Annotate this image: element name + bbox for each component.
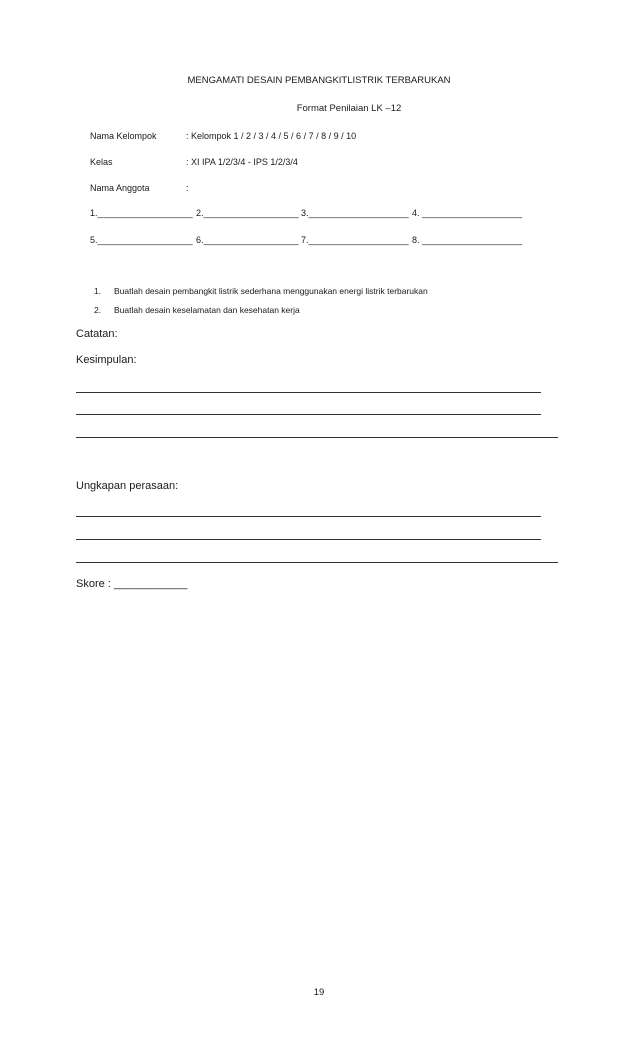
group-label: Nama Kelompok (90, 131, 157, 141)
class-label: Kelas (90, 157, 113, 167)
page-subtitle: Format Penilaian LK –12 (296, 103, 402, 114)
class-value: : XI IPA 1/2/3/4 - IPS 1/2/3/4 (186, 157, 298, 167)
member-field-4[interactable]: 4. ____________________ (412, 208, 523, 218)
conclusion-line-3[interactable] (76, 437, 558, 438)
feelings-line-1[interactable] (76, 516, 541, 517)
conclusion-label: Kesimpulan: (76, 354, 137, 366)
group-value: : Kelompok 1 / 2 / 3 / 4 / 5 / 6 / 7 / 8 / 9 / 10 (186, 131, 357, 141)
member-field-3[interactable]: 3.____________________ (301, 208, 409, 218)
instruction-item-2 (94, 305, 300, 315)
member-field-5[interactable]: 5.___________________ (90, 235, 193, 245)
page-title: MENGAMATI DESAIN PEMBANGKITLISTRIK TERBARUKAN (187, 75, 451, 86)
instruction-text: Buatlah desain keselamatan dan kesehatan kerja (114, 305, 300, 315)
score-field[interactable]: Skore : ____________ (76, 578, 188, 590)
instruction-text: Buatlah desain pembangkit listrik sederhana menggunakan energi listrik terbarukan (114, 286, 428, 296)
members-value: : (186, 183, 189, 193)
member-field-8[interactable]: 8. ____________________ (412, 235, 523, 245)
members-label: Nama Anggota (90, 183, 150, 193)
feelings-label: Ungkapan perasaan: (76, 480, 179, 492)
feelings-line-2[interactable] (76, 539, 541, 540)
member-field-6[interactable]: 6.___________________ (196, 235, 299, 245)
member-field-2[interactable]: 2.___________________ (196, 208, 299, 218)
conclusion-line-1[interactable] (76, 392, 541, 393)
instruction-number: 2. (94, 305, 102, 315)
feelings-line-3[interactable] (76, 562, 558, 563)
notes-label: Catatan: (76, 328, 118, 340)
conclusion-line-2[interactable] (76, 414, 541, 415)
page-number: 19 (313, 987, 325, 998)
instruction-item-1 (94, 286, 428, 296)
instruction-number: 1. (94, 286, 102, 296)
member-field-7[interactable]: 7.____________________ (301, 235, 409, 245)
member-field-1[interactable]: 1.___________________ (90, 208, 193, 218)
